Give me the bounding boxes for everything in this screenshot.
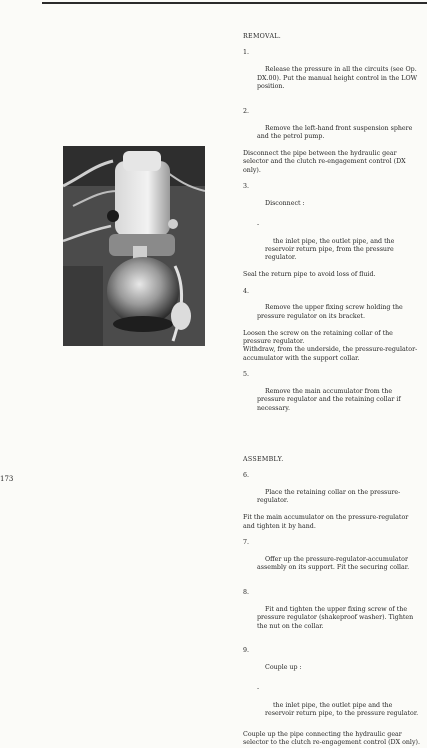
removal-step-5 — [243, 371, 421, 421]
removal-step-4 — [243, 288, 421, 330]
step-number: 8. — [243, 588, 250, 596]
step-text: Offer up the pressure-regulator-accumulator assembly on its support. Fit the securing collar. — [257, 555, 410, 572]
step-number: 1. — [243, 49, 250, 57]
step-text: Remove the left-hand front suspension sphere and the petrol pump. — [257, 124, 415, 141]
step-number: 5. — [243, 371, 250, 379]
removal-step-2 — [243, 108, 421, 150]
bullet-dash: - — [257, 685, 260, 692]
procedure-text — [243, 33, 421, 748]
step-text: Place the retaining collar on the pressure-regulator. — [257, 488, 401, 505]
pressure-regulator-photo — [63, 146, 205, 346]
assembly-step-8 — [243, 589, 421, 639]
step-note: Disconnect the pipe between the hydraulic gear selector and the clutch re-engagement control (DX only). — [243, 149, 408, 174]
step-note: Withdraw, from the underside, the pressure-regulator-accumulator with the support collar. — [243, 346, 418, 362]
step-note: Fit the main accumulator on the pressure-regulator and tighten it by hand. — [243, 514, 411, 530]
step-text: Fit and tighten the upper fixing screw of the pressure regulator (shakeproof washer). Tighten the nut on the collar. — [257, 605, 416, 630]
step-note: Couple up the pipe connecting the hydraulic gear selector to the clutch re-engagement control (DX only). — [243, 731, 420, 747]
assembly-step-7 — [243, 539, 421, 581]
step-number: 2. — [243, 107, 250, 115]
assembly-step-9 — [243, 647, 421, 681]
sub-item-text: the inlet pipe, the outlet pipe, and the reservoir return pipe, from the pressure regulator. — [265, 237, 397, 262]
sub-item — [243, 685, 421, 727]
step-text: Release the pressure in all the circuits (see Op. DX.00). Put the manual height control in the LOW position. — [257, 66, 420, 91]
step-note: Seal the return pipe to avoid loss of fluid. — [243, 271, 376, 279]
removal-heading: REMOVAL. — [243, 33, 282, 40]
step-text: Remove the main accumulator from the pressure regulator and the retaining collar if necessary. — [257, 388, 403, 412]
step-number: 7. — [243, 538, 250, 546]
step-number: 9. — [243, 647, 250, 655]
removal-step-3 — [243, 183, 421, 217]
step-text: Disconnect : — [265, 199, 305, 207]
sub-item-text: the inlet pipe, the outlet pipe and the reservoir return pipe, to the pressure regulator. — [265, 701, 419, 718]
sub-item — [243, 221, 421, 271]
step-note: Loosen the screw on the retaining collar of the pressure regulator. — [243, 329, 395, 345]
step-text: Remove the upper fixing screw holding the pressure regulator on its bracket. — [257, 304, 405, 320]
assembly-heading: ASSEMBLY. — [243, 455, 284, 463]
bullet-dash: - — [257, 220, 260, 228]
assembly-step-6 — [243, 472, 421, 514]
removal-step-1 — [243, 49, 421, 99]
step-number: 6. — [243, 472, 250, 480]
top-rule — [42, 2, 427, 4]
step-number: 3. — [243, 183, 250, 191]
step-number: 4. — [243, 287, 250, 295]
page-number: 173 — [0, 475, 14, 483]
step-text: Couple up : — [265, 664, 302, 672]
